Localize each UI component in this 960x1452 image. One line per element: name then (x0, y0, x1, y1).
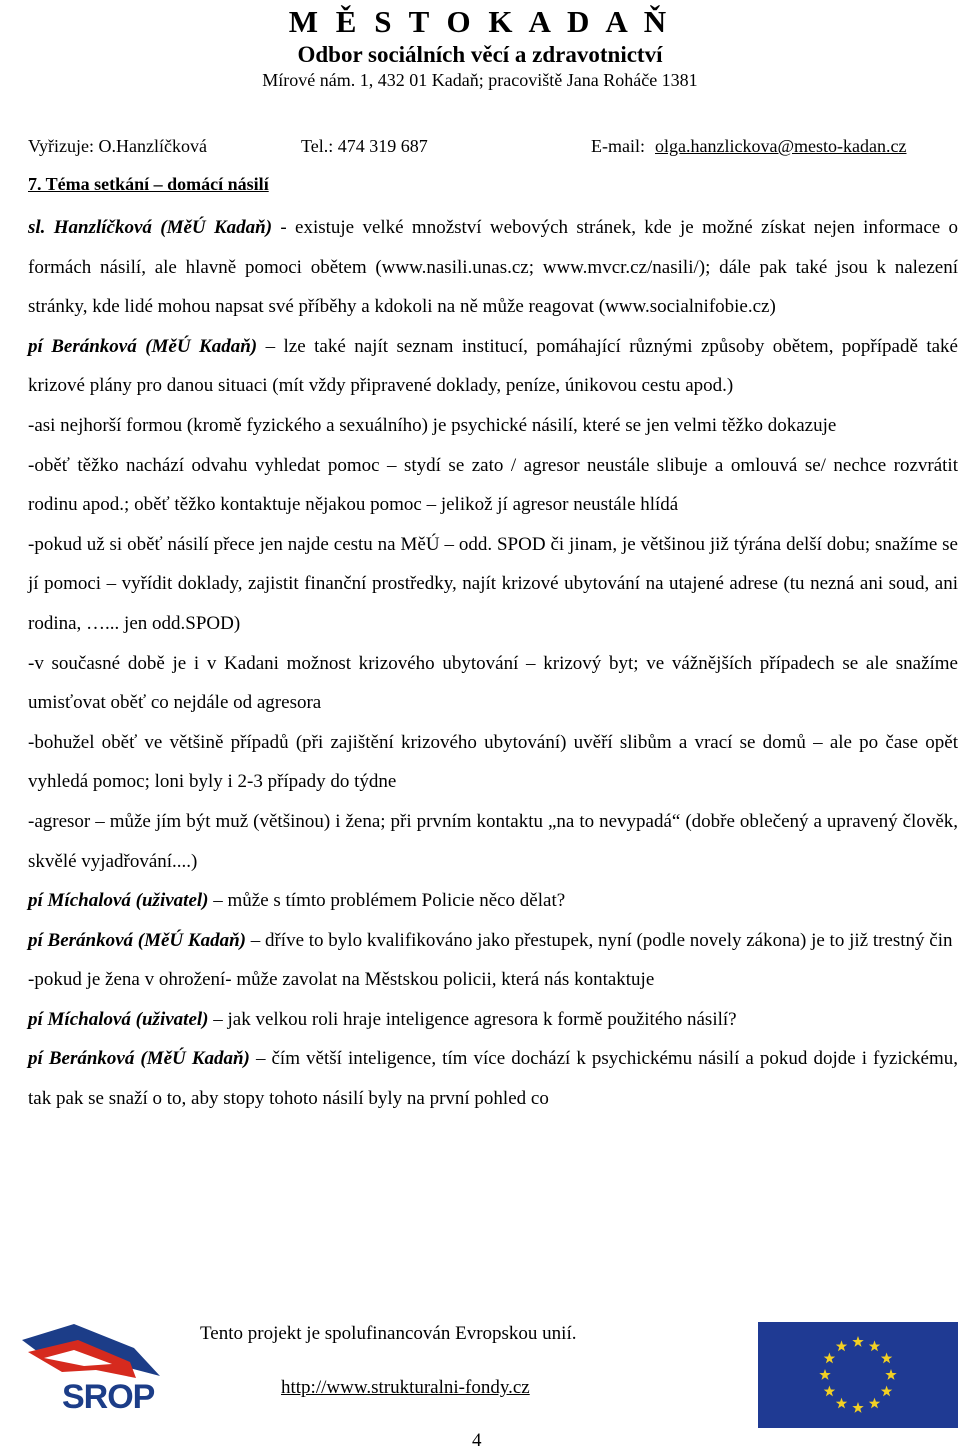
note-paragraph (28, 921, 958, 961)
meeting-notes (28, 208, 958, 1119)
note-text: -pokud už si oběť násilí přece jen najde cestu na MěÚ – odd. SPOD či jinam, je většinou již týrána delší dobu; snažíme se jí pomoci – vyřídit doklady, zajistit finanční prostředky, najít krizové ubytování na utajené adrese (tu nezná ani soud, ani rodina, …... jen odd.SPOD) (28, 533, 958, 634)
page-number: 4 (472, 1430, 482, 1451)
note-paragraph (28, 1000, 958, 1040)
eu-cofinancing-note: Tento projekt je spolufinancován Evropskou unií. (200, 1323, 577, 1344)
note-text: -pokud je žena v ohrožení- může zavolat na Městskou policii, která nás kontaktuje (28, 969, 655, 991)
note-text: -v současné době je i v Kadani možnost krizového ubytování – krizový byt; ve vážnějších případech se ale snažíme umisťovat oběť co nejdále od agresora (28, 652, 958, 714)
note-paragraph (28, 327, 958, 406)
email-label: E-mail: (591, 136, 645, 156)
department-title: Odbor sociálních věcí a zdravotnictví (297, 42, 663, 67)
note-text: - existuje velké množství webových stránek, kde je možné získat nejen informace o formách násilí, ale hlavně pomoci obětem (www.nasili.unas.cz; www.mvcr.cz/nasili/); dále pak také jsou k nalezení stránky, kde lidé mohou napsat své příběhy a kdokoli na ně může reagovat (www.socialnifobie.cz) (28, 217, 959, 318)
email-link[interactable]: olga.hanzlickova@mesto-kadan.cz (655, 136, 907, 156)
note-paragraph (28, 960, 958, 1000)
speaker-name: pí Míchalová (uživatel) (28, 890, 209, 912)
note-text: – může s tímto problémem Policie něco dělat? (208, 890, 566, 912)
note-paragraph (28, 406, 958, 446)
structural-funds-link[interactable]: http://www.strukturalni-fondy.cz (281, 1377, 530, 1398)
eu-flag-icon (758, 1322, 958, 1428)
speaker-name: pí Míchalová (uživatel) (28, 1008, 209, 1030)
note-text: – dříve to bylo kvalifikováno jako přestupek, nyní (podle novely zákona) je to již trestný čin (245, 929, 953, 951)
speaker-name: pí Beránková (MěÚ Kadaň) (28, 929, 246, 951)
note-paragraph (28, 881, 958, 921)
speaker-name: pí Beránková (MěÚ Kadaň) (28, 335, 258, 357)
note-paragraph (28, 1039, 958, 1118)
note-text: -agresor – může jím být muž (většinou) i žena; při prvním kontaktu „na to nevypadá“ (dobře oblečený a upravený člověk, skvělé vyjadřování....) (28, 810, 958, 872)
note-paragraph (28, 525, 958, 644)
handler-name: Vyřizuje: O.Hanzlíčková (28, 136, 207, 156)
section-title: 7. Téma setkání – domácí násilí (28, 174, 269, 194)
srop-logo-text: SROP (62, 1378, 155, 1416)
phone-number: Tel.: 474 319 687 (301, 136, 428, 156)
address-line: Mírové nám. 1, 432 01 Kadaň; pracoviště Jana Roháče 1381 (262, 70, 698, 90)
note-paragraph (28, 446, 958, 525)
note-paragraph (28, 644, 958, 723)
city-title: M Ě S T O K A D A Ň (288, 4, 672, 39)
note-paragraph (28, 802, 958, 881)
contact-row (28, 136, 938, 160)
note-text: -asi nejhorší formou (kromě fyzického a sexuálního) je psychické násilí, které se jen velmi těžko dokazuje (28, 414, 837, 436)
note-text: -oběť těžko nachází odvahu vyhledat pomoc – stydí se zato / agresor neustále slibuje a omlouvá se/ nechce rozvrátit rodinu apod.; oběť těžko kontaktuje nějakou pomoc – jelikož jí agresor neustále hlídá (28, 454, 958, 516)
speaker-name: sl. Hanzlíčková (MěÚ Kadaň) (28, 217, 273, 238)
note-text: – čím větší inteligence, tím více dochází k psychickému násilí a pokud dojde i fyzickému, tak pak se snaží o to, aby stopy tohoto násilí byly na první pohled co (28, 1048, 958, 1110)
note-text: -bohužel oběť ve většině případů (při zajištění krizového ubytování) uvěří slibům a vrací se domů – ale po čase opět vyhledá pomoc; loni byly i 2-3 případy do týdne (28, 731, 958, 793)
note-paragraph (28, 208, 958, 327)
note-text: – lze také najít seznam institucí, pomáhající různými způsoby obětem, popřípadě také krizové plány pro danou situaci (mít vždy připravené doklady, peníze, únikovou cestu apod.) (28, 335, 958, 397)
note-text: – jak velkou roli hraje inteligence agresora k formě použitého násilí? (208, 1008, 737, 1030)
note-paragraph (28, 723, 958, 802)
speaker-name: pí Beránková (MěÚ Kadaň) (28, 1048, 250, 1070)
